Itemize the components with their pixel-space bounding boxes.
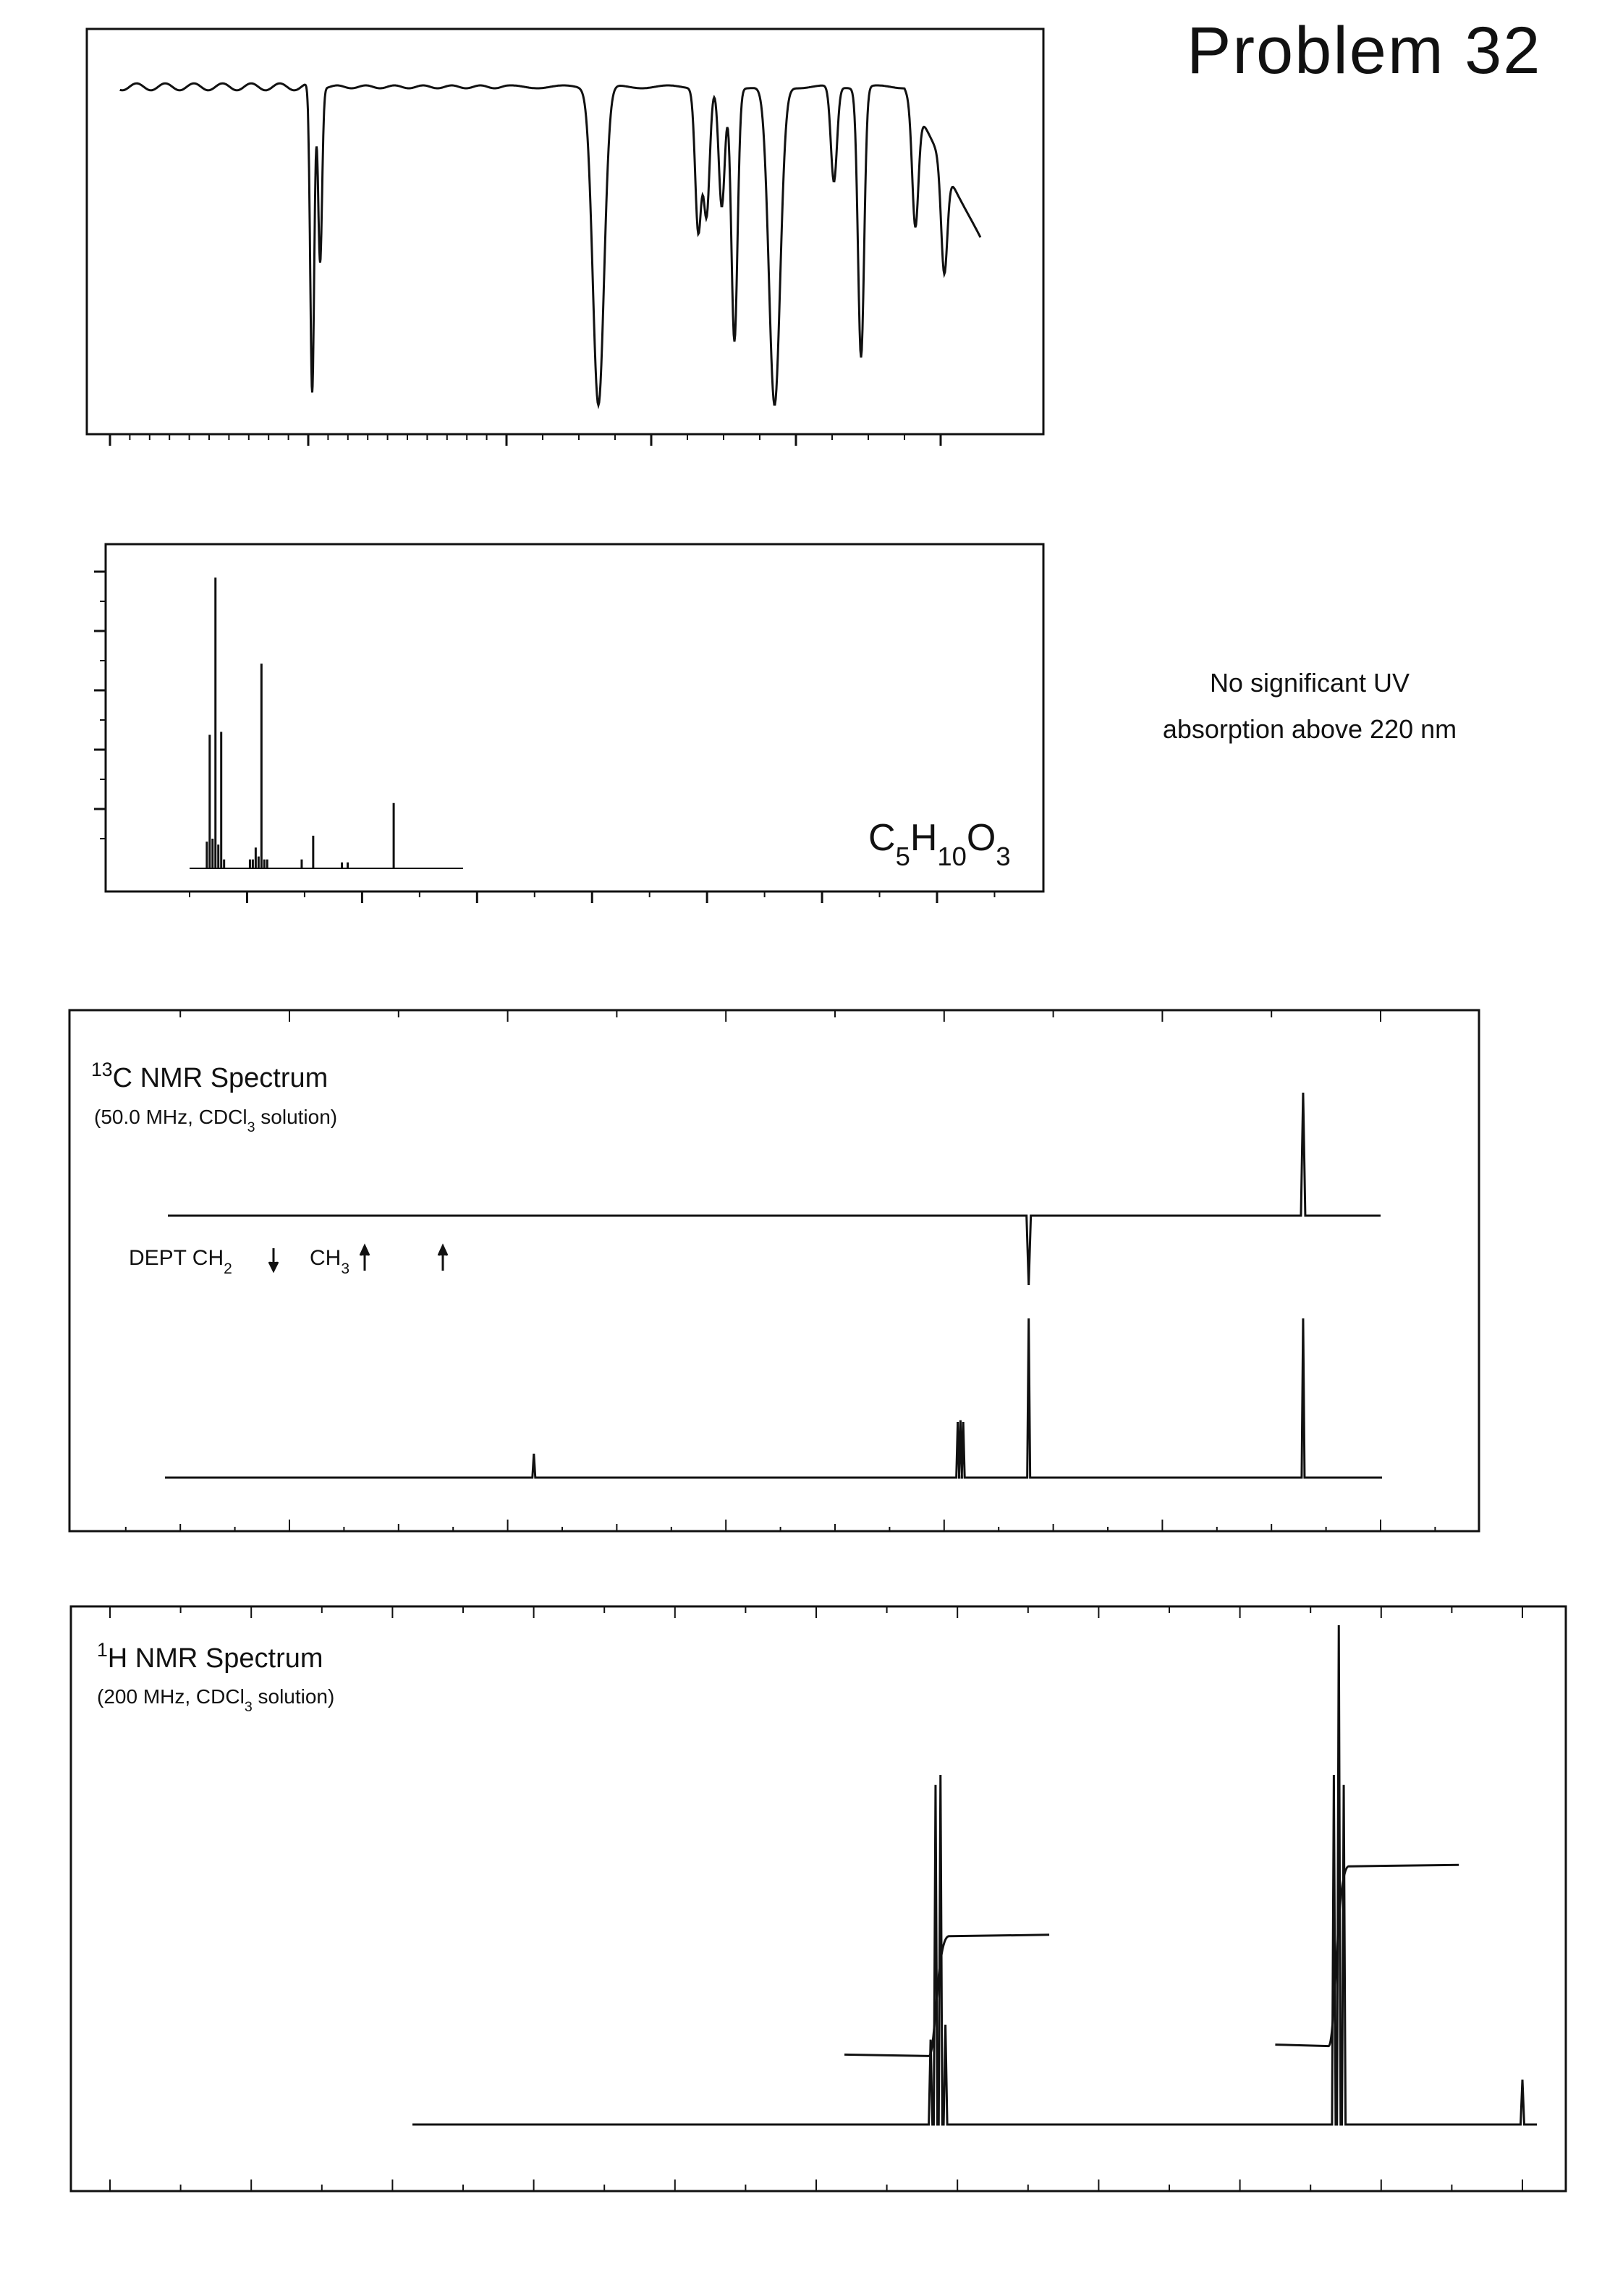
h1-subtitle-part: (200 MHz, CDCl (97, 1685, 245, 1708)
h1-subtitle (97, 1685, 334, 1715)
ms-formula-part: H (910, 817, 938, 859)
c13-subtitle-part: solution) (255, 1106, 338, 1128)
c13-subtitle-part: (50.0 MHz, CDCl (94, 1106, 247, 1128)
uv-note-line-1: No significant UV (1209, 668, 1410, 698)
h1-spectrum-line (412, 1625, 1537, 2125)
c13-dept-label-ch3-part: 3 (341, 1260, 350, 1277)
c13-subtitle-part: 3 (247, 1119, 255, 1135)
ms-formula-part: 5 (895, 841, 910, 871)
h1-integral-trace (1275, 1865, 1459, 2046)
h1-title (97, 1639, 323, 1674)
h1-title-part: H NMR Spectrum (107, 1643, 323, 1674)
ms-formula-part: C (868, 817, 896, 859)
c13-dept-label-ch2-part: 2 (224, 1260, 232, 1277)
c13-title-part: 13 (91, 1059, 113, 1080)
ms-formula-part: 10 (937, 841, 967, 871)
c13-dept-label-ch2-part: CH (186, 1246, 224, 1270)
c13-dept-label-ch3-part: CH (310, 1246, 342, 1270)
page-title: Problem 32 (1187, 14, 1542, 88)
ms-formula-part: 3 (996, 841, 1011, 871)
h1-integral-trace (844, 1935, 1049, 2056)
h1-subtitle-part: solution) (252, 1685, 335, 1708)
c13-dept-label-ch2-part: DEPT (129, 1246, 187, 1270)
c13-title-part: C NMR Spectrum (112, 1063, 329, 1093)
h1-subtitle-part: 3 (244, 1699, 253, 1715)
uv-note-line-2: absorption above 220 nm (1162, 714, 1457, 744)
ms-formula-part: O (966, 817, 996, 859)
h1-title-part: 1 (97, 1639, 108, 1661)
